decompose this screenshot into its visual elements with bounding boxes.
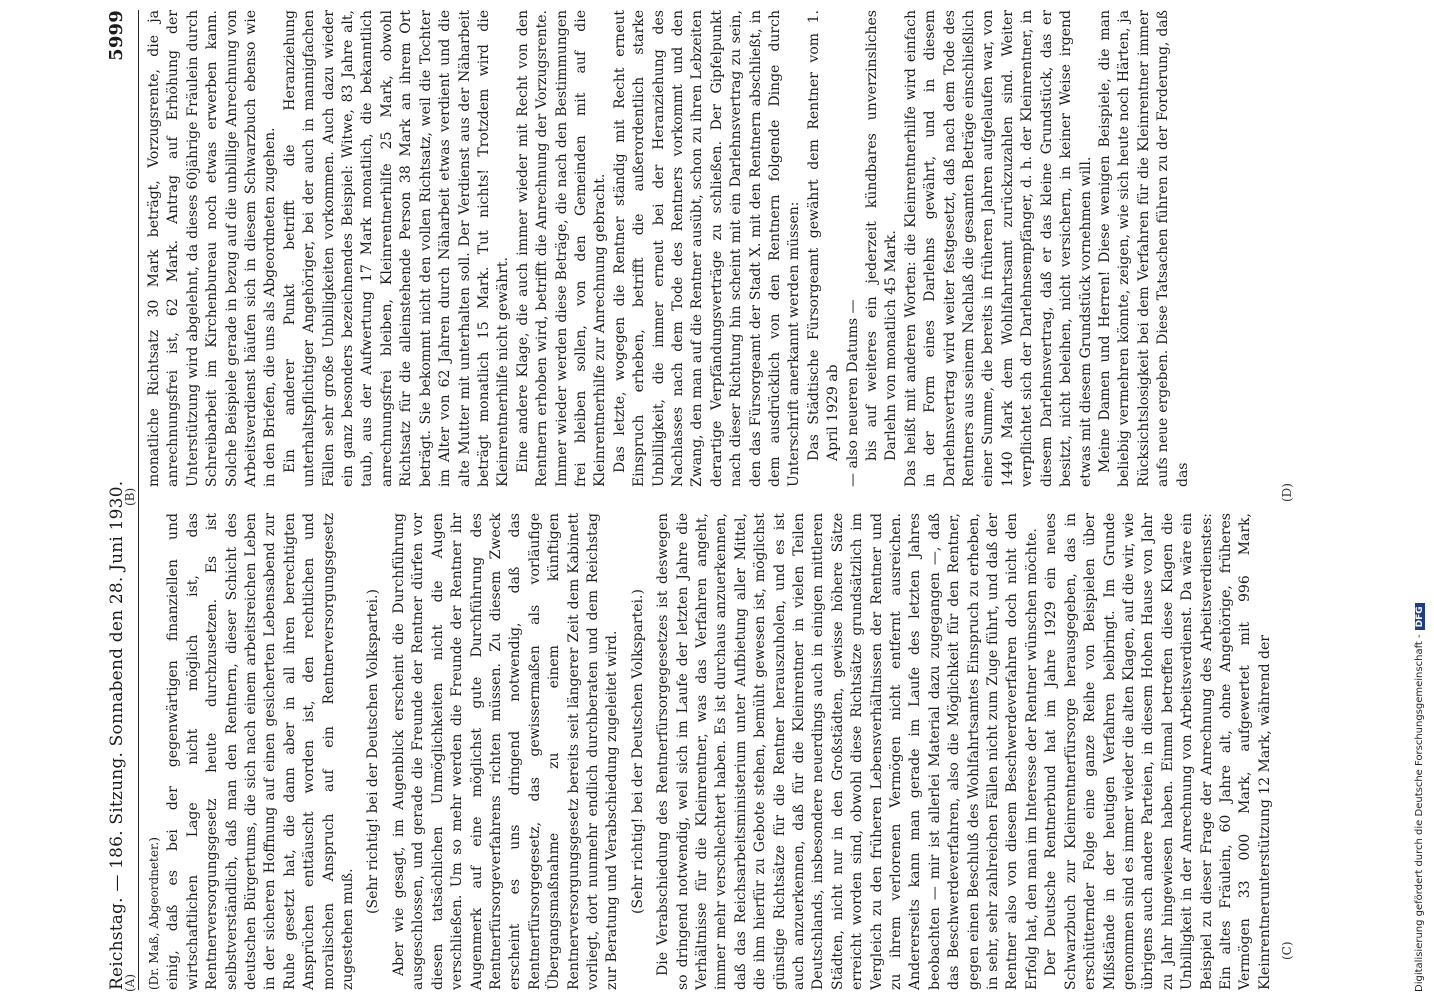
quoted-text: Das Städtische Fürsorgeamt gewährt dem Rentner vom 1. April 1929 ab <box>805 10 842 461</box>
digitization-credit <box>1414 8 1428 992</box>
paragraph: Das heißt mit anderen Worten: die Kleinrentnerhilfe wird einfach in der Form eines Darlehns gewährt, und in diesem Darlehnsvertrag wird weiter festgesetzt, daß nach dem Tode des Rentners aus seinem Nachlaß die gesamten Beträge einschließlich einer Summe, die bereits in früheren Jahren aufgelaufen war, von 1440 Mark dem Wohlfahrtsamt zurückzuzahlen sind. Weiter verpflichtet sich der Darlehnsempfänger, d. h. der Kleinrentner, in diesem Darlehnsvertrag, daß er das kleine Grundstück, das er besitzt, nicht beleihen, nicht versichern, in keiner Weise irgend etwas mit diesem Grundstück vornehmen will. <box>902 10 1094 487</box>
right-column <box>145 10 1285 487</box>
paragraph: monatliche Richtsatz 30 Mark beträgt, Vorzugsrente, die ja anrechnungsfrei ist, 62 Mark. Antrag auf Erhöhung der Unterstützung wird abgelehnt, da dieses 60jährige Fräulein durch Schreibarbeit im Kirchenbureau noch etwas erwerben kann. Solche Beispiele gerade in bezug auf die unbillige Anrechnung von Arbeitsverdienst häufen sich in diesem Schwarzbuch ebenso wie in den Briefen, die uns als Abgeordneten zugehen. <box>146 10 279 487</box>
interjection: (Sehr richtig! bei der Deutschen Volkspartei.) <box>365 589 382 914</box>
page-number: 5999 <box>106 10 127 61</box>
paragraph: Eine andere Klage, die auch immer wieder mit Recht von den Rentnern erhoben wird, betrifft die Anrechnung der Vorzugsrente. Immer wieder werden diese Beträge, die nach den Bestimmungen frei bleiben sollen, von den Gemeinden mit auf die Kleinrentnerhilfe zur Anrechnung gebracht. <box>514 10 609 487</box>
credit-text: Digitalisierung gefördert durch die Deutsche Forschungsgemeinschaft - <box>1414 634 1425 992</box>
page-title: Reichstag. — 186. Sitzung. Sonnabend den 28. Juni 1930. <box>107 480 127 990</box>
left-column <box>145 513 1285 990</box>
margin-marker-b: (B) <box>123 487 137 506</box>
margin-marker-c: (C) <box>1280 941 1294 960</box>
speaker-note: (Dr. Maß, Abgeordneter.) <box>147 837 161 990</box>
paragraph: Ein anderer Punkt betrifft die Heranziehung unterhaltspflichtiger Angehöriger, bei der auch in mannigfachen Fällen sehr große Unbilligkeiten vorkommen. Auch dazu wieder ein ganz besonders bezeichnendes Beispiel: Witwe, 83 Jahre alt, taub, aus der Aufwertung 17 Mark monatlich, die bekanntlich anrechnungsfrei bleiben, Kleinrentnerhilfe 25 Mark, obwohl Richtsatz für die alleinstehende Person 38 Mark an ihrem Ort beträgt. Sie bekommt nicht den vollen Richtsatz, weil die Tochter im Alter von 62 Jahren durch Näharbeit etwas verdient und die alte Mutter mit unterhalten soll. Der Verdienst aus der Näharbeit beträgt monatlich 15 Mark. Tut nichts! Trotzdem wird die Kleinrentnerhilfe nicht gewährt. <box>281 10 512 487</box>
margin-marker-d: (D) <box>1280 483 1294 502</box>
paragraph: Der Deutsche Rentnerbund hat im Jahre 1929 ein neues Schwarzbuch zur Kleinrentnerfürsorge herausgegeben, das in erschütternder Folge eine ganze Reihe von Beispielen über Mißstände in der heutigen Verfahren beibringt. Im Grunde genommen sind es immer wieder die alten Klagen, auf die wir, wie übrigens auch andere Parteien, in diesem Hohen Hause von Jahr zu Jahr hingewiesen haben. Einmal betreffen diese Klagen die Unbilligkeit in der Anrechnung von Arbeitsverdienst. Da wäre ein Beispiel zu dieser Frage der Anrechnung des Arbeitsverdienstes: Ein altes Fräulein, 60 Jahre alt, ohne Angehörige, früheres Vermögen 33 000 Mark, aufgewertet mit 996 Mark, Kleinrentnerunterstützung 12 Mark, während der <box>1043 513 1273 990</box>
paragraph: Das letzte, wogegen die Rentner ständig mit Recht erneut Einspruch erheben, betrifft die außerordentlich starke Unbilligkeit, die immer erneut bei der Heranziehung des Nachlasses nach dem Tode des Rentners vorkommt und den Zwang, den man auf die Rentner ausübt, schon zu ihren Lebzeiten derartige Verpfändungsverträge zu schließen. Der Gipfelpunkt nach dieser Richtung hin scheint mit ein Darlehnsvertrag zu sein, den das Fürsorgeamt der Stadt X. mit den Rentnern abschließt, in dem ausdrücklich von den Rentnern folgende Dinge durch Unterschrift anerkannt werden müssen: <box>611 10 803 487</box>
quoted-text: — also neueren Datums — <box>844 299 861 487</box>
quoted-text: bis auf weiteres ein jederzeit kündbares unverzinsliches Darlehn von monatlich 45 Mark. <box>864 10 900 461</box>
document-page <box>100 0 1300 1000</box>
paragraph: Die Verabschiedung des Rentnerfürsorgegesetzes ist deswegen so dringend notwendig, weil sich im Laufe der letzten Jahre die Verhältnisse für die Kleinrentner, was das Verfahren angeht, immer mehr verschlechtert haben. Es ist durchaus anzuerkennen, daß das Reichsarbeitsministerium unter Aufbietung aller Mittel, die ihm hierfür zu Gebote stehen, bemüht gewesen ist, möglichst günstige Richtsätze für die Rentner herauszuholen, und es ist auch anzuerkennen, daß für die Kleinrentner in vielen Teilen Deutschlands, insbesondere neuerdings auch in einigen mittleren Städten, nicht nur in den Großstädten, gewisse höhere Sätze erreicht worden sind, obwohl diese Richtsätze grundsätzlich im Vergleich zu den früheren Lebensverhältnissen der Rentner und zu ihrem verlorenen Vermögen nicht entfernt ausreichen. Andererseits kann man gerade im Laufe des letzten Jahres beobachten — mir ist allerlei Material dazu zugegangen —, daß das Beschwerdeverfahren, also die Möglichkeit für den Rentner, gegen einen Beschluß des Wohlfahrtsamtes Einspruch zu erheben, in sehr, sehr zahlreichen Fällen nicht zum Zuge führt, und daß der Rentner also von diesem Beschwerdeverfahren doch nicht den Erfolg hat, den man im Interesse der Rentner wünschen möchte. <box>655 513 1040 990</box>
interjection: (Sehr richtig! bei der Deutschen Volkspartei.) <box>629 589 646 914</box>
paragraph: einig, daß es bei der gegenwärtigen finanziellen und wirtschaftlichen Lage nicht möglich ist, das Rentnerversorgungsgesetz heute durchzusetzen. Es ist selbstverständlich, daß man den Rentnern, dieser Schicht des deutschen Bürgertums, die sich nach einem arbeitsreichen Leben in der sicheren Hoffnung auf einen gesicherten Lebensabend zur Ruhe gesetzt hat, die dann aber in all ihren berechtigten Ansprüchen enttäuscht worden ist, den rechtlichen und moralischen Anspruch auf ein Rentnerversorgungsgesetz zugestehen muß. <box>165 513 357 990</box>
paragraph: Meine Damen und Herren! Diese wenigen Beispiele, die man beliebig vermehren könnte, zeigen, wie sich heute noch Härten, ja Rücksichtslosigkeit bei dem Verfahren für die Kleinrentner immer aufs neue ergeben. Diese Tatsachen führen zu der Forderung, daß das <box>1096 10 1191 487</box>
dfg-logo: DFG <box>1415 603 1425 630</box>
paragraph: Aber wie gesagt, im Augenblick erscheint die Durchführung ausgeschlossen, und gerade die Freunde der Rentner dürfen vor diesen tatsächlichen Unmöglichkeiten nicht die Augen verschließen. Um so mehr werden die Freunde der Rentner ihr Augenmerk auf eine möglichst gute Durchführung des Rentnerfürsorgeverfahrens richten müssen. Zu diesem Zweck erscheint es uns dringend notwendig, daß das Rentnerfürsorgegesetz, das gewissermaßen als vorläufige Übergangsmaßnahme zu einem künftigen Rentnerversorgungsgesetz bereits seit längerer Zeit dem Kabinett vorliegt, dort nunmehr endlich durchberaten und dem Reichstag zur Beratung und Verabschiedung zugeleitet wird. <box>390 513 621 990</box>
margin-marker-a: (A) <box>123 973 137 992</box>
text-columns <box>123 10 1294 992</box>
